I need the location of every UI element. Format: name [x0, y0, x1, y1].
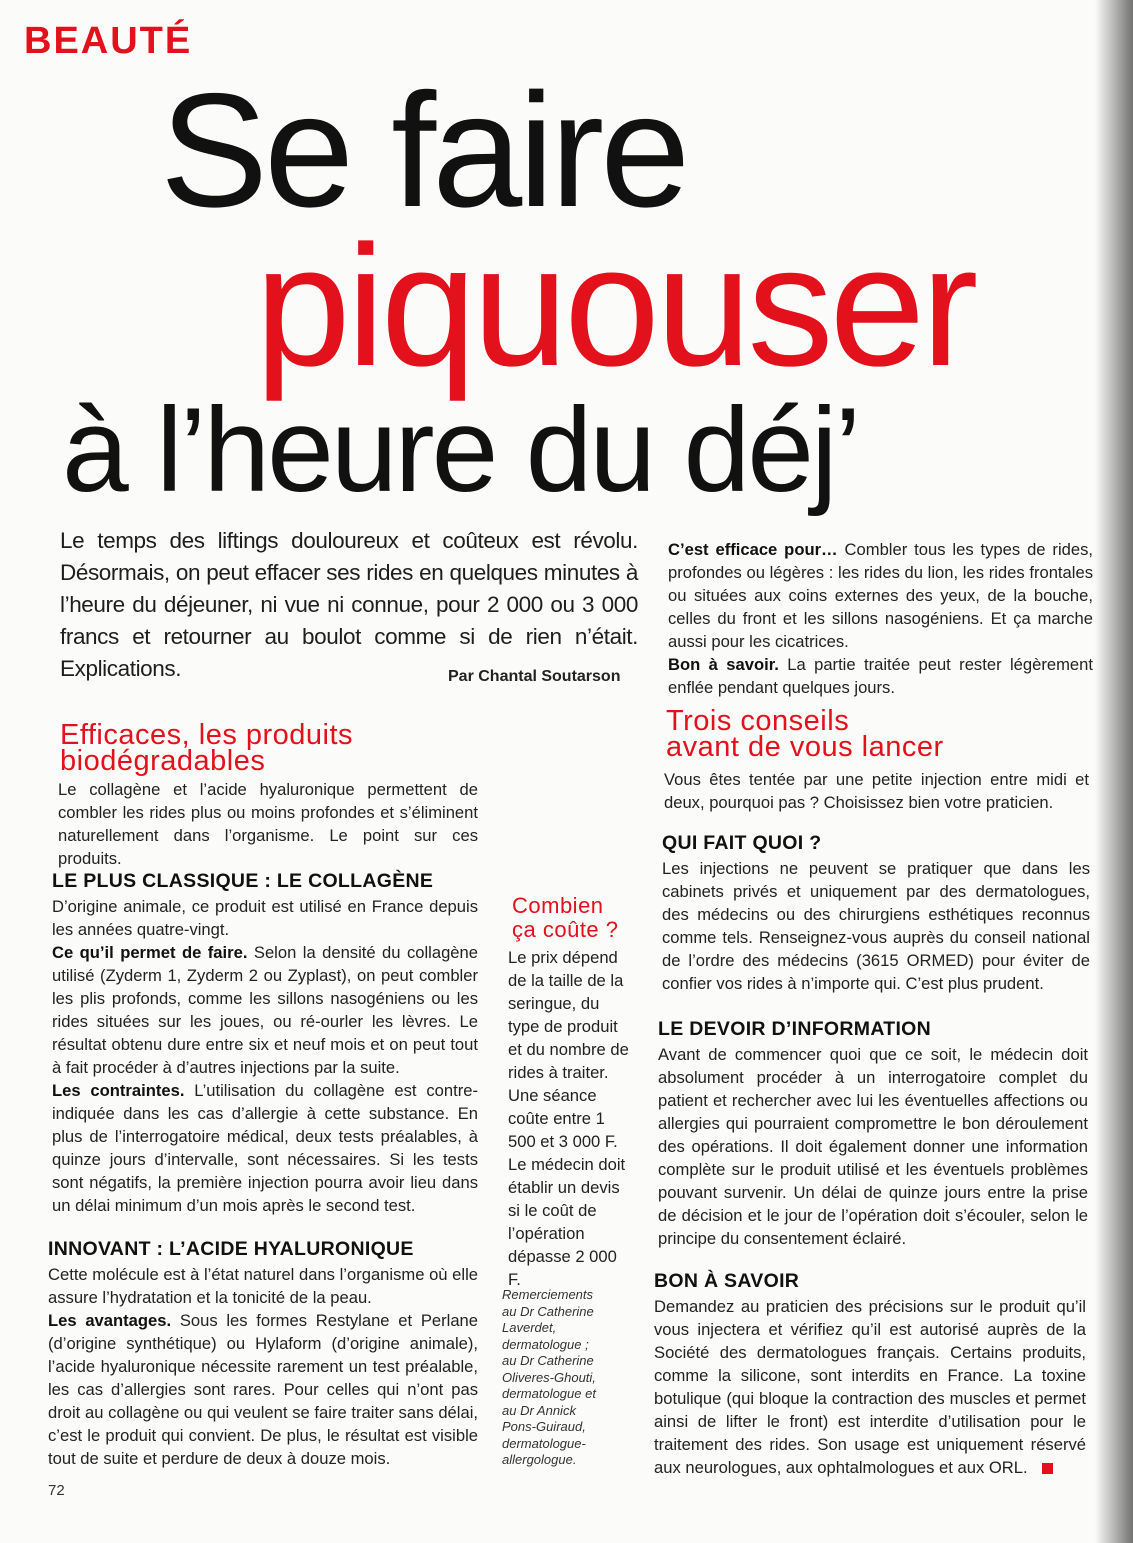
left-heading [60, 719, 480, 777]
paragraph [52, 1079, 478, 1217]
section-tag: BEAUTÉ [24, 20, 193, 62]
title-line-3: à l’heure du déj’ [62, 383, 859, 517]
intro-paragraph: Le temps des liftings douloureux et coûteux est révolu. Désormais, on peut effacer ses rides en quelques minutes à l’heure du déjeuner, ni vue ni connue, pour 2 000 ou 3 000 francs et retourner au boulot comme si de rien n’était. Explications. [60, 528, 638, 681]
binding-shadow [1095, 0, 1133, 1543]
title-line-1: Se faire [160, 60, 687, 241]
section-bon-a-savoir [654, 1270, 1086, 1479]
section-qui-fait-quoi [662, 832, 1090, 995]
right-heading-line-2: avant de vous lancer [666, 731, 944, 763]
section-title-bon-a-savoir: BON À SAVOIR [654, 1270, 800, 1292]
section-title-devoir-information: LE DEVOIR D’INFORMATION [658, 1018, 932, 1040]
section-title-hyaluronique: INNOVANT : L’ACIDE HYALURONIQUE [48, 1238, 414, 1260]
paragraph-label: Les avantages. [48, 1311, 172, 1330]
left-heading-line-1: Efficaces, les produits [60, 719, 354, 751]
right-heading-line-1: Trois conseils [666, 705, 850, 737]
paragraph-text: L’utilisation du collagène est contre-indiquée dans les cas d’allergie à cette substance. En plus de l’interrogatoire médical, deux tests préalables, à quinze jours d’intervalle, sont nécessaires. Si les tests sont négatifs, la première injection pourra avoir lieu dans un délai minimum d’un mois après le second test. [52, 1081, 478, 1215]
paragraph-label: Bon à savoir. [668, 655, 779, 674]
left-lead: Le collagène et l’acide hyaluronique permettent de combler les rides plus ou moins profondes et s’éliminent naturellement dans l’organisme. Le point sur ces produits. [58, 780, 478, 868]
paragraph-text: Demandez au praticien des précisions sur le produit qu’il vous injectera et vérifiez qu’il est autorisé auprès de la Société des dermatologues français. Certains produits, comme la silicone, sont interdits en France. La toxine botulique (qui bloque la contraction des muscles et permet ainsi de lifter le front) est interdite d’utilisation pour le traitement des rides. Son usage est uniquement réservé aux neurologues, aux ophtalmologues et aux ORL. [654, 1297, 1086, 1477]
paragraph [668, 538, 1093, 653]
end-square-icon [1042, 1463, 1053, 1474]
byline: Par Chantal Soutarson [448, 668, 621, 685]
section-title-qui-fait-quoi: QUI FAIT QUOI ? [662, 832, 822, 854]
paragraph [52, 941, 478, 1079]
efficacy-block [668, 538, 1093, 699]
paragraph: D’origine animale, ce produit est utilisé en France depuis les années quatre-vingt. [52, 897, 478, 939]
paragraph-text: Selon la densité du collagène utilisé (Zyderm 1, Zyderm 2 ou Zyplast), on peut combler les plis profonds, comme les sillons nasogéniens ou les rides situées sur les joues, ou ré-ourler les lèvres. Le résultat obtenu dure entre six et neuf mois et on peut tout à fait procéder à d’autres injections par la suite. [52, 943, 478, 1077]
paragraph: Avant de commencer quoi que ce soit, le médecin doit absolument procéder à un interrogatoire complet du patient et rechercher avec lui les éventuelles affections ou allergies qui pourraient compromettre le bon déroulement des opérations. Il doit également donner une information complète sur le produit utilisé et les éventuels problèmes pouvant survenir. Un délai de quinze jours entre la prise de décision et le jour de l’opération doit s’écouler, selon le principe du consentement éclairé. [658, 1045, 1088, 1248]
left-heading-line-2: biodégradables [60, 745, 266, 777]
right-heading [666, 705, 1086, 763]
section-title-collagene: LE PLUS CLASSIQUE : LE COLLAGÈNE [52, 870, 434, 892]
paragraph-text: La partie traitée peut rester légèrement enflée pendant quelques jours. [668, 655, 1093, 697]
section-devoir-information [658, 1018, 1088, 1250]
paragraph [654, 1295, 1086, 1479]
paragraph-label: C’est efficace pour… [668, 540, 838, 559]
title-line-2: piquouser [255, 210, 975, 402]
sidebar-price-text: Le prix dépend de la taille de la seringue, du type de produit et du nombre de rides à traiter. Une séance coûte entre 1 500 et 3 000 F. Le médecin doit établir un devis si le coût de l’opération dépasse 2 000 F. [508, 948, 629, 1289]
paragraph [48, 1309, 478, 1470]
sidebar-heading-line-1: Combien [512, 893, 604, 918]
paragraph-text: Sous les formes Restylane et Perlane (d’origine synthétique) ou Hylaform (d’origine animale), l’acide hyaluronique nécessite rarement un test préalable, les cas d’allergies sont rares. Pour celles qui n’ont pas droit au collagène ou qui veulent se faire traiter sans délai, c’est le produit qui convient. De plus, le résultat est visible tout de suite et perdure de deux à douze mois. [48, 1311, 479, 1468]
thanks-note: Remerciements au Dr Catherine Laverdet, dermatologue ; au Dr Catherine Oliveres-Ghouti, dermatologue et au Dr Annick Pons-Guiraud, dermatologue-allergologue. [502, 1287, 596, 1467]
paragraph-text: Combler tous les types de rides, profondes ou légères : les rides du lion, les rides frontales ou situées aux coins externes des yeux, de la bouche, celles du front et les sillons nasogéniens. Et ça marche aussi pour les cicatrices. [668, 540, 1094, 651]
paragraph: Cette molécule est à l’état naturel dans l’organisme où elle assure l’hydratation et la tonicité de la peau. [48, 1265, 478, 1307]
sidebar-heading-line-2: ça coûte ? [512, 917, 619, 942]
page-number: 72 [48, 1482, 65, 1499]
sidebar-heading [512, 894, 642, 942]
paragraph [668, 653, 1093, 699]
section-acide-hyaluronique [48, 1238, 478, 1470]
paragraph-label: Les contraintes. [52, 1081, 185, 1100]
right-lead: Vous êtes tentée par une petite injection entre midi et deux, pourquoi pas ? Choisissez bien votre praticien. [664, 770, 1089, 812]
section-collagene [52, 870, 478, 1217]
paragraph-label: Ce qu’il permet de faire. [52, 943, 248, 962]
paragraph: Les injections ne peuvent se pratiquer que dans les cabinets privés et uniquement par des dermatologues, des médecins ou des chirurgiens esthétiques reconnus comme tels. Renseignez-vous auprès du conseil national de l’ordre des médecins (3615 ORMED) pour éviter de confier vos rides à n’importe qui. C’est plus prudent. [662, 859, 1090, 993]
